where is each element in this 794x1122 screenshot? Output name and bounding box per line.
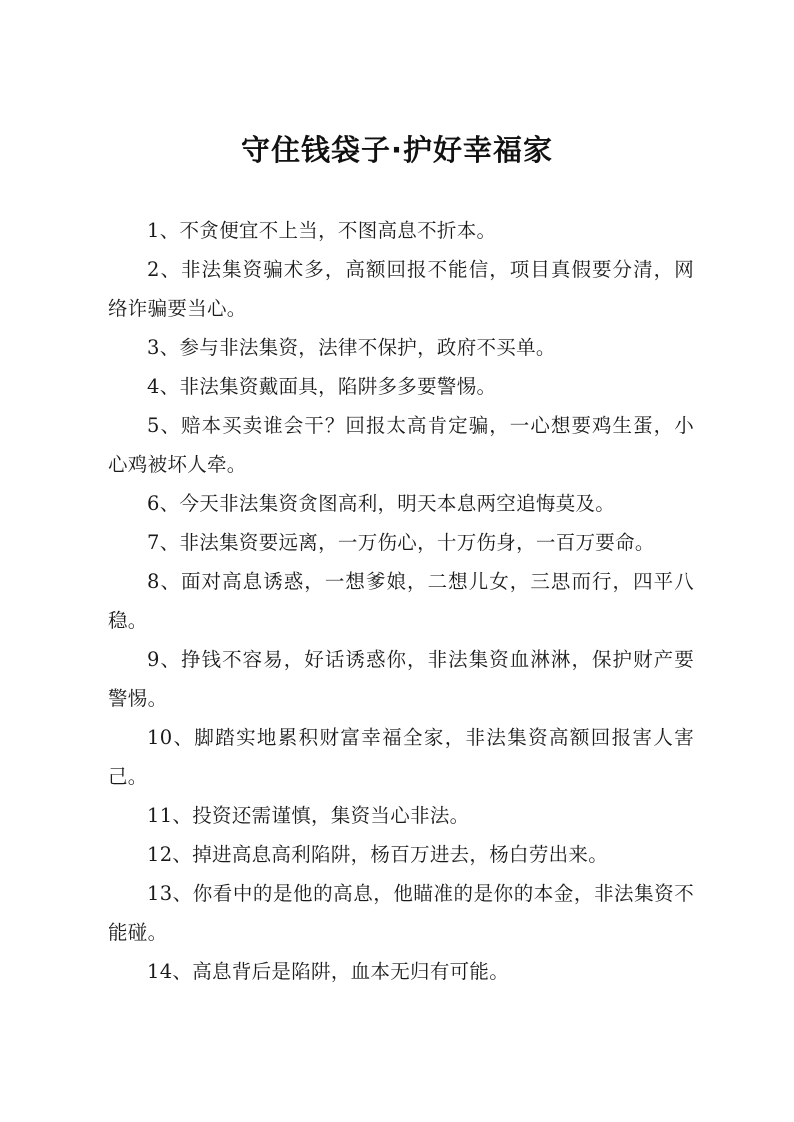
slogan-item-8: 8、面对高息诱惑，一想爹娘，二想儿女，三思而行，四平八稳。 xyxy=(108,570,694,632)
slogan-item-14: 14、高息背后是陷阱，血本无归有可能。 xyxy=(147,960,510,983)
slogan-item-7: 7、非法集资要远离，一万伤心，十万伤身，一百万要命。 xyxy=(147,531,655,554)
slogan-item-4: 4、非法集资戴面具，陷阱多多要警惕。 xyxy=(147,375,497,398)
slogan-item-6: 6、今天非法集资贪图高利，明天本息两空追悔莫及。 xyxy=(147,492,616,515)
slogan-item-12: 12、掉进高息高利陷阱，杨百万进去，杨白劳出来。 xyxy=(147,843,609,866)
slogan-item-10: 10、脚踏实地累积财富幸福全家，非法集资高额回报害人害己。 xyxy=(108,726,694,788)
slogan-item-13: 13、你看中的是他的高息，他瞄准的是你的本金，非法集资不能碰。 xyxy=(108,882,694,944)
slogan-item-5: 5、赔本买卖谁会干？回报太高肯定骗，一心想要鸡生蛋，小心鸡被坏人牵。 xyxy=(108,414,694,476)
slogan-item-1: 1、不贪便宜不上当，不图高息不折本。 xyxy=(147,219,497,242)
slogan-item-2: 2、非法集资骗术多，高额回报不能信，项目真假要分清，网络诈骗要当心。 xyxy=(108,258,694,320)
slogan-list xyxy=(108,211,694,991)
slogan-item-3: 3、参与非法集资，法律不保护，政府不买单。 xyxy=(147,336,556,359)
document-title: 守住钱袋子·护好幸福家 xyxy=(240,133,554,167)
slogan-item-9: 9、挣钱不容易，好话诱惑你，非法集资血淋淋，保护财产要警惕。 xyxy=(108,648,694,710)
slogan-item-11: 11、投资还需谨慎，集资当心非法。 xyxy=(147,804,470,827)
